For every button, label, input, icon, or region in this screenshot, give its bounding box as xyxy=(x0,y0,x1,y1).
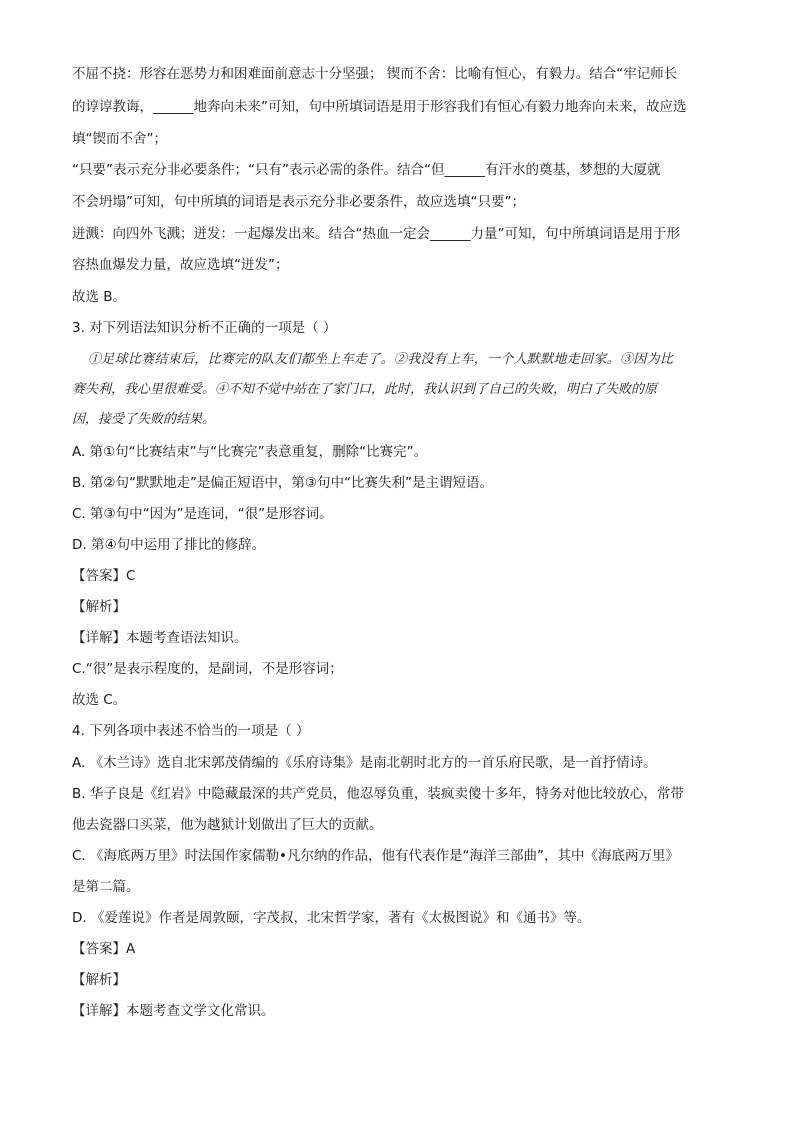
q3-option-c: C. 第③句中“因为”是连词，“很”是形容词。 xyxy=(72,506,333,522)
q3-detail: 【详解】本题考查语法知识。 xyxy=(72,630,248,646)
q3-passage-line-1: ①足球比赛结束后，比赛完的队友们都坐上车走了。②我没有上车，一个人默默地走回家。③因为比 xyxy=(88,352,674,367)
q3-option-b: B. 第②句“默默地走”是偏正短语中，第③句中“比赛失利”是主谓短语。 xyxy=(72,475,494,491)
q3-option-d: D. 第④句中运用了排比的修辞。 xyxy=(72,537,266,553)
q4-answer: 【答案】A xyxy=(72,941,136,957)
q2-explanation-line-4: “只要”表示充分非必要条件；“只有”表示必需的条件。结合“但______有汗水的奠基，梦想的大厦就 xyxy=(72,162,661,178)
q4-detail: 【详解】本题考查文学文化常识。 xyxy=(72,1003,275,1019)
q2-explanation-line-1: 不屈不挠：形容在恶势力和困难面前意志十分坚强； 锲而不舍：比喻有恒心，有毅力。结合“牢记师长 xyxy=(72,66,678,82)
q3-passage-line-2: 赛失利，我心里很难受。④不知不觉中站在了家门口，此时，我认识到了自己的失败，明白了失败的原 xyxy=(72,382,658,397)
q2-explanation-line-5: 不会坍塌”可知，句中所填的词语是表示充分非必要条件，故应选填“只要”； xyxy=(72,194,525,210)
q4-option-c-line-2: 是第二篇。 xyxy=(72,879,140,895)
q2-explanation-line-7: 容热血爆发力量，故应选填“迸发”； xyxy=(72,257,289,273)
q3-conclusion: 故选 C。 xyxy=(72,692,127,708)
q2-explanation-line-2: 的谆谆教诲，______地奔向未来”可知，句中所填词语是用于形容我们有恒心有毅力地奔向未来，故应选 xyxy=(72,99,687,115)
q2-explanation-line-6: 迸溅：向四外飞溅；迸发：一起爆发出来。结合“热血一定会______力量”可知，句中所填词语是用于形 xyxy=(72,226,680,242)
q3-explanation: C.“很”是表示程度的，是副词，不是形容词； xyxy=(72,661,343,677)
q3-passage-line-3: 因，接受了失败的结果。 xyxy=(72,412,216,427)
q4-option-d: D. 《爱莲说》作者是周敦颐，字茂叔，北宋哲学家，著有《太极图说》和《通书》等。 xyxy=(72,910,591,926)
q4-stem: 4. 下列各项中表述不恰当的一项是（ ） xyxy=(72,723,310,739)
q4-option-c-line-1: C. 《海底两万里》时法国作家儒勒•凡尔纳的作品，他有代表作是“海洋三部曲”，其中《海底两万里》 xyxy=(72,848,679,864)
q3-stem: 3. 对下列语法知识分析不正确的一项是（ ） xyxy=(72,320,337,336)
q3-option-a: A. 第①句“比赛结束”与“比赛完”表意重复，删除“比赛完”。 xyxy=(72,444,428,460)
q4-option-a: A. 《木兰诗》选自北宋郭茂倩编的《乐府诗集》是南北朝时北方的一首乐府民歌，是一首抒情诗。 xyxy=(72,755,657,771)
q3-analysis-heading: 【解析】 xyxy=(72,599,126,615)
q4-option-b-line-1: B. 华子良是《红岩》中隐藏最深的共产党员，他忍辱负重，装疯卖傻十多年，特务对他比较放心，常带 xyxy=(72,786,684,802)
q4-analysis-heading: 【解析】 xyxy=(72,972,126,988)
q4-option-b-line-2: 他去瓷器口买菜，他为越狱计划做出了巨大的贡献。 xyxy=(72,817,383,833)
q3-answer: 【答案】C xyxy=(72,568,136,584)
q2-explanation-line-3: 填“锲而不舍”； xyxy=(72,131,167,147)
q2-conclusion: 故选 B。 xyxy=(72,289,127,305)
